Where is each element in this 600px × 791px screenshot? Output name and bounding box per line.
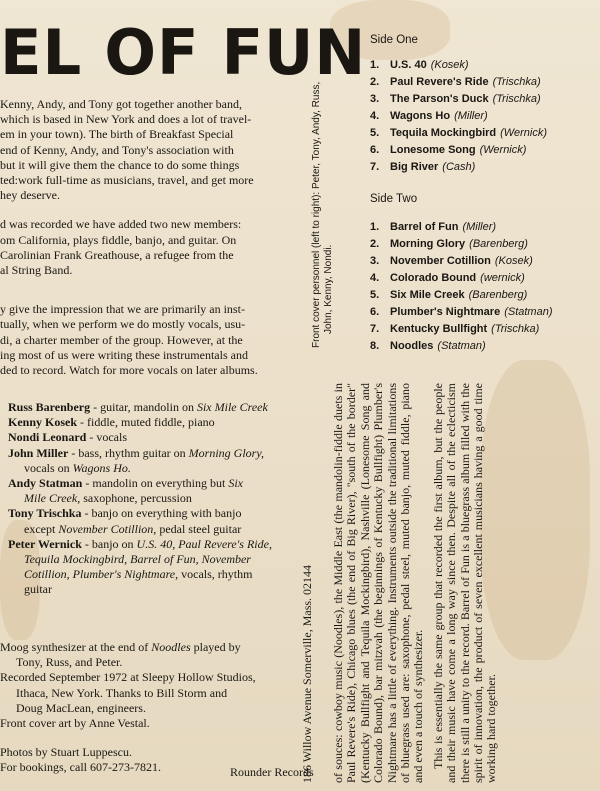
- track-title: Barrel of Fun: [390, 221, 459, 233]
- track-number: 3.: [370, 93, 380, 105]
- credit-continuation: [8, 552, 304, 567]
- musician-name: Tony Trischka: [8, 506, 82, 521]
- track-composer: (Wernick): [500, 127, 547, 139]
- recording-note-cont: Ithaca, New York. Thanks to Bill Storm and: [16, 685, 228, 700]
- credit-continuation: [8, 522, 304, 537]
- moog-note: [0, 640, 300, 655]
- text-line: ted:work full-time as musicians, travel, and get more: [0, 173, 254, 188]
- track-item: [370, 338, 553, 355]
- recording-note-cont: Doug MacLean, engineers.: [16, 700, 146, 715]
- track-composer: (Kosek): [494, 255, 533, 267]
- track-number: 4.: [370, 110, 380, 122]
- track-title: Tequila Mockingbird: [390, 127, 497, 139]
- track-title: Plumber's Nightmare: [390, 306, 501, 318]
- credit-song: Mile Creek,: [24, 491, 81, 506]
- text-line: di, a charter member of the group. However, at the: [0, 332, 243, 347]
- credit-song: Six Mile Creek: [196, 400, 268, 414]
- track-title: November Cotillion: [390, 255, 491, 267]
- track-composer: (wernick): [480, 272, 525, 284]
- text-line: end of Kenny, Andy, and Tony's association with: [0, 142, 234, 157]
- track-composer: (Trischka): [492, 93, 541, 105]
- track-composer: (Miller): [462, 221, 497, 233]
- track-item: [370, 321, 553, 338]
- text-line: which is based in New York and does a lot of travel-: [0, 112, 252, 127]
- track-item: [370, 253, 553, 270]
- track-number: 7.: [370, 161, 380, 173]
- text-line: hey deserve.: [0, 188, 60, 203]
- track-item: [370, 108, 547, 125]
- note-song: Noodles: [151, 640, 191, 654]
- musician-name: Russ Barenberg: [8, 400, 91, 414]
- note-text: played by: [190, 640, 241, 654]
- credit-text: vocals on: [24, 460, 73, 475]
- musician-name: Nondi Leonard: [8, 430, 87, 445]
- track-number: 5.: [370, 289, 380, 301]
- credit-song: Morning Glory,: [188, 445, 264, 460]
- track-item: [370, 91, 547, 108]
- track-item: [370, 57, 547, 74]
- track-title: The Parson's Duck: [390, 93, 489, 105]
- track-item: [370, 74, 547, 91]
- personnel-line: John, Kenny, Nondi.: [323, 244, 334, 334]
- track-title: Six Mile Creek: [390, 289, 465, 301]
- track-composer: (Cash): [442, 161, 476, 173]
- track-item: [370, 270, 553, 287]
- track-number: 6.: [370, 306, 380, 318]
- track-title: Big River: [390, 161, 439, 173]
- credit-text: guitar, mandolin on: [100, 400, 197, 414]
- track-item: [370, 304, 553, 321]
- credit-text: banjo on everything with banjo: [91, 506, 242, 521]
- credit-text: vocals, rhythm: [178, 567, 253, 582]
- bookings-info: For bookings, call 607-273-7821.: [0, 760, 161, 775]
- album-essay: [332, 383, 499, 783]
- track-item: [370, 287, 553, 304]
- cover-art-credit: Front cover art by Anne Vestal.: [0, 716, 150, 731]
- credit-text: guitar: [24, 582, 52, 597]
- track-number: 2.: [370, 76, 380, 88]
- track-item: [370, 142, 547, 159]
- credit-separator: -: [82, 476, 93, 491]
- credit-entry: [8, 476, 304, 506]
- track-number: 4.: [370, 272, 380, 284]
- musician-name: John Miller: [8, 445, 69, 460]
- credit-text: banjo on: [91, 536, 137, 551]
- track-title: U.S. 40: [390, 59, 427, 71]
- text-line: em in your town). The birth of Breakfast Special: [0, 127, 234, 142]
- photo-credit: Photos by Stuart Luppescu.: [0, 745, 132, 760]
- essay-paragraph: of souces: cowboy music (Noodles), the Middle East (the mandolin-fiddle duets in Paul Revere's Ride), Chicago blues (the end of Big River), "south of the border" (Kentucky Bullfight and Tequila Mockingbird), Nashville (Lonesome Song and Colorado Bound), bar mitzvah (the beginnings of Kentucky Bullfight) Plumber's Nightmare has a little of everything. Instruments outside the traditional limitations of bluegrass used are: saxophone, pedal steel, muted banjo, muted fiddle, piano and even a touch of synthesizer.: [331, 383, 426, 783]
- personnel-line: Front cover personnel (left to right): Peter, Tony, Andy, Russ,: [311, 81, 322, 348]
- track-composer: (Barenberg): [469, 238, 528, 250]
- track-number: 6.: [370, 144, 380, 156]
- track-item: [370, 236, 553, 253]
- cover-personnel: [311, 82, 335, 348]
- track-title: Lonesome Song: [390, 144, 476, 156]
- text-line: om California, plays fiddle, banjo, and guitar. On: [0, 232, 237, 247]
- text-line: y give the impression that we are primarily an inst-: [0, 302, 245, 317]
- track-composer: (Kosek): [430, 59, 469, 71]
- track-number: 7.: [370, 323, 380, 335]
- track-title: Paul Revere's Ride: [390, 76, 489, 88]
- text-line: al String Band.: [0, 263, 73, 278]
- credit-text: bass, rhythm guitar on: [78, 445, 189, 460]
- text-line: d was recorded we have added two new members:: [0, 217, 242, 232]
- credit-text: pedal steel guitar: [156, 521, 242, 536]
- credit-separator: -: [90, 400, 101, 414]
- track-item: [370, 219, 553, 236]
- credit-song: Six: [228, 476, 244, 491]
- track-composer: (Miller): [454, 110, 488, 122]
- track-composer: (Trischka): [491, 323, 540, 335]
- credit-song: U.S. 40, Paul Revere's Ride,: [136, 536, 272, 551]
- musician-name: Peter Wernick: [8, 536, 82, 551]
- credit-song: Wagons Ho.: [72, 460, 131, 475]
- track-number: 8.: [370, 340, 380, 352]
- moog-note-cont: Tony, Russ, and Peter.: [16, 655, 123, 670]
- side-heading: Side One: [370, 34, 418, 46]
- credit-entry: [8, 446, 304, 476]
- credit-separator: -: [81, 536, 92, 551]
- credit-text: fiddle, muted fiddle, piano: [87, 415, 215, 430]
- album-title: EL OF FUN: [0, 16, 367, 89]
- credit-entry: [8, 506, 304, 536]
- label-address: 186 Willow Avenue Somerville, Mass. 02144: [300, 564, 314, 783]
- production-notes: [0, 640, 300, 776]
- credit-entry: [8, 430, 304, 445]
- text-line: tually, when we perform we do mostly vocals, usu-: [0, 317, 246, 332]
- credit-separator: -: [68, 445, 79, 460]
- recording-note: Recorded September 1972 at Sleepy Hollow Studios,: [0, 670, 256, 685]
- track-item: [370, 159, 547, 176]
- track-title: Wagons Ho: [390, 110, 451, 122]
- note-text: Moog synthesizer at the end of: [0, 640, 152, 654]
- credit-entry: [8, 415, 304, 430]
- credit-song: Cotillion, Plumber's Nightmare,: [24, 567, 179, 582]
- track-number: 3.: [370, 255, 380, 267]
- credit-song: Tequila Mockingbird, Barrel of Fun, November: [24, 552, 251, 567]
- track-number: 1.: [370, 221, 380, 233]
- credit-separator: -: [77, 415, 88, 430]
- credit-separator: -: [81, 506, 92, 521]
- track-composer: (Barenberg): [468, 289, 528, 301]
- track-composer: (Wernick): [479, 144, 527, 156]
- track-item: [370, 125, 547, 142]
- credit-text: vocals: [96, 430, 128, 445]
- track-number: 5.: [370, 127, 380, 139]
- track-composer: (Statman): [504, 306, 553, 318]
- musician-credits: [8, 400, 304, 598]
- intro-text: [0, 97, 300, 392]
- credit-text: mandolin on everything but: [92, 476, 229, 491]
- essay-paragraph: This is essentially the same group that recorded the first album, but the people and their music have come a long way since then. Despite all of the eclecticism there is still a unity to the record. Barrel of Fun is a bluegrass album filled with the spirit of innovation, the product of seven excellent musicians having a good time working hard together.: [430, 383, 499, 783]
- credit-continuation: [8, 582, 304, 597]
- track-number: 1.: [370, 59, 380, 71]
- text-line: ded to record. Watch for more vocals on later albums.: [0, 363, 258, 378]
- track-title: Noodles: [390, 340, 434, 352]
- track-title: Colorado Bound: [390, 272, 477, 284]
- side-two-tracklist: [370, 193, 553, 355]
- text-line: Carolinian Frank Greathouse, a refugee from the: [0, 247, 234, 262]
- track-number: 2.: [370, 238, 380, 250]
- credit-continuation: [8, 461, 304, 476]
- credit-text: except: [24, 521, 59, 536]
- credit-continuation: [8, 491, 304, 506]
- text-line: ing most of us were writing these instrumentals and: [0, 347, 248, 362]
- side-one-tracklist: [370, 34, 547, 176]
- track-title: Morning Glory: [390, 238, 466, 250]
- credit-entry: [8, 537, 304, 598]
- record-label: Rounder Records: [230, 765, 314, 779]
- text-line: but it will give them the chance to do some things: [0, 157, 240, 172]
- credit-separator: -: [86, 430, 97, 445]
- credit-text: saxophone, percussion: [80, 491, 192, 506]
- track-composer: (Trischka): [492, 76, 541, 88]
- track-title: Kentucky Bullfight: [390, 323, 488, 335]
- track-composer: (Statman): [437, 340, 486, 352]
- credit-song: November Cotillion,: [58, 521, 157, 536]
- musician-name: Andy Statman: [8, 476, 83, 491]
- credit-entry: [8, 400, 304, 415]
- musician-name: Kenny Kosek: [8, 415, 78, 430]
- side-heading: Side Two: [370, 193, 418, 205]
- credit-continuation: [8, 567, 304, 582]
- text-line: Kenny, Andy, and Tony got together another band,: [0, 97, 242, 111]
